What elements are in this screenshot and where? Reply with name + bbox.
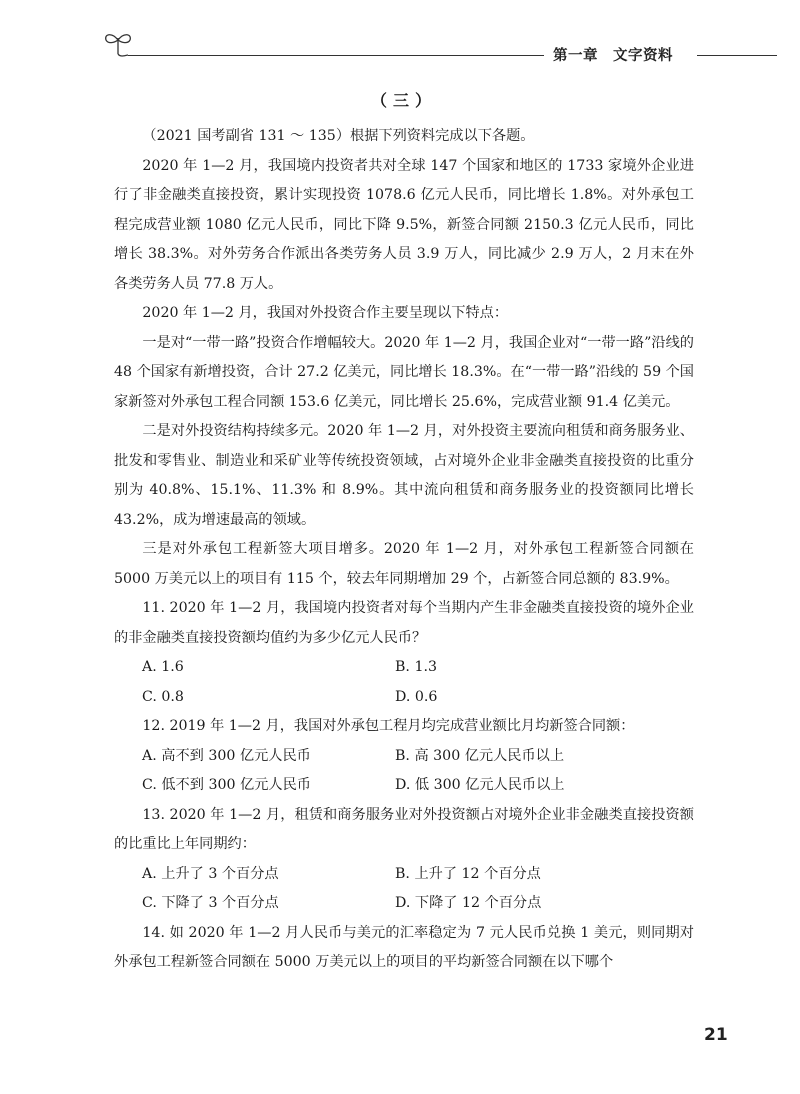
option-b: B. 高 300 亿元人民币以上 bbox=[395, 747, 565, 764]
paragraph-4: 二是对外投资结构持续多元。2020 年 1—2 月，对外投资主要流向租赁和商务服务业、批发和零售业、制造业和采矿业等传统投资领域，占对境外企业非金融类直接投资的比重分别为 40.8%、15.1%、11.3% 和 8.9%。其中流向租赁和商务服务业的投资额同比增长 43.2%，成为增速最高的领域。 bbox=[114, 423, 694, 528]
section-title: （三） bbox=[370, 91, 437, 110]
question-13-options bbox=[114, 860, 694, 919]
question-14-stem: 14. 如 2020 年 1—2 月人民币与美元的汇率稳定为 7 元人民币兑换 1 美元，则同期对外承包工程新签合同额在 5000 万美元以上的项目的平均新签合同额在以下哪个 bbox=[114, 924, 694, 970]
paragraph-2: 2020 年 1—2 月，我国对外投资合作主要呈现以下特点： bbox=[142, 305, 509, 321]
option-b: B. 1.3 bbox=[395, 659, 438, 675]
question-12-options bbox=[114, 742, 694, 801]
intro-text: （2021 国考副省 131 ～ 135）根据下列资料完成以下各题。 bbox=[142, 128, 535, 144]
option-c: C. 下降了 3 个百分点 bbox=[142, 895, 279, 911]
option-d: D. 0.6 bbox=[395, 688, 438, 705]
paragraph-5: 三是对外承包工程新签大项目增多。2020 年 1—2 月，对外承包工程新签合同额在 5000 万美元以上的项目有 115 个，较去年同期增加 29 个，占新签合同总额的 83.9%。 bbox=[114, 541, 694, 587]
chapter-title: 第一章 文字资料 bbox=[553, 48, 673, 64]
page-header bbox=[0, 0, 800, 80]
page-number: 21 bbox=[704, 1025, 728, 1045]
question-13-stem: 13. 2020 年 1—2 月，租赁和商务服务业对外投资额占对境外企业非金融类直接投资额的比重比上年同期约： bbox=[114, 806, 694, 852]
question-11-options bbox=[114, 653, 694, 712]
option-a: A. 高不到 300 亿元人民币 bbox=[142, 747, 311, 764]
question-12-stem: 12. 2019 年 1—2 月，我国对外承包工程月均完成营业额比月均新签合同额： bbox=[142, 718, 635, 734]
paragraph-1: 2020 年 1—2 月，我国境内投资者共对全球 147 个国家和地区的 1733 家境外企业进行了非金融类直接投资，累计实现投资 1078.6 亿元人民币，同比增长 1.8%。对外承包工程完成营业额 1080 亿元人民币，同比下降 9.5%，新签合同额 2150.3 亿元人民币，同比增长 38.3%。对外劳务合作派出各类劳务人员 3.9 万人，同比减少 2.9 万人，2 月末在外各类劳务人员 77.8 万人。 bbox=[114, 157, 694, 292]
question-11-stem: 11. 2020 年 1—2 月，我国境内投资者对每个当期内产生非金融类直接投资的境外企业的非金融类直接投资额均值约为多少亿元人民币？ bbox=[114, 600, 694, 646]
option-c: C. 0.8 bbox=[142, 688, 184, 705]
option-a: A. 1.6 bbox=[142, 659, 184, 675]
paragraph-3: 一是对“一带一路”投资合作增幅较大。2020 年 1—2 月，我国企业对“一带一路”沿线的 48 个国家有新增投资，合计 27.2 亿美元，同比增长 18.3%。在“一带一路”沿线的 59 个国家新签对外承包工程合同额 153.6 亿美元，同比增长 25.6%，完成营业额 91.4 亿美元。 bbox=[114, 334, 694, 410]
option-c: C. 低不到 300 亿元人民币 bbox=[142, 777, 311, 793]
header-rule-right bbox=[697, 55, 777, 56]
sprout-icon bbox=[98, 24, 138, 64]
option-b: B. 上升了 12 个百分点 bbox=[395, 865, 541, 882]
option-d: D. 下降了 12 个百分点 bbox=[395, 895, 542, 911]
page-content bbox=[114, 88, 694, 978]
header-rule-left bbox=[128, 55, 544, 56]
option-a: A. 上升了 3 个百分点 bbox=[142, 865, 279, 882]
option-d: D. 低 300 亿元人民币以上 bbox=[395, 777, 565, 793]
